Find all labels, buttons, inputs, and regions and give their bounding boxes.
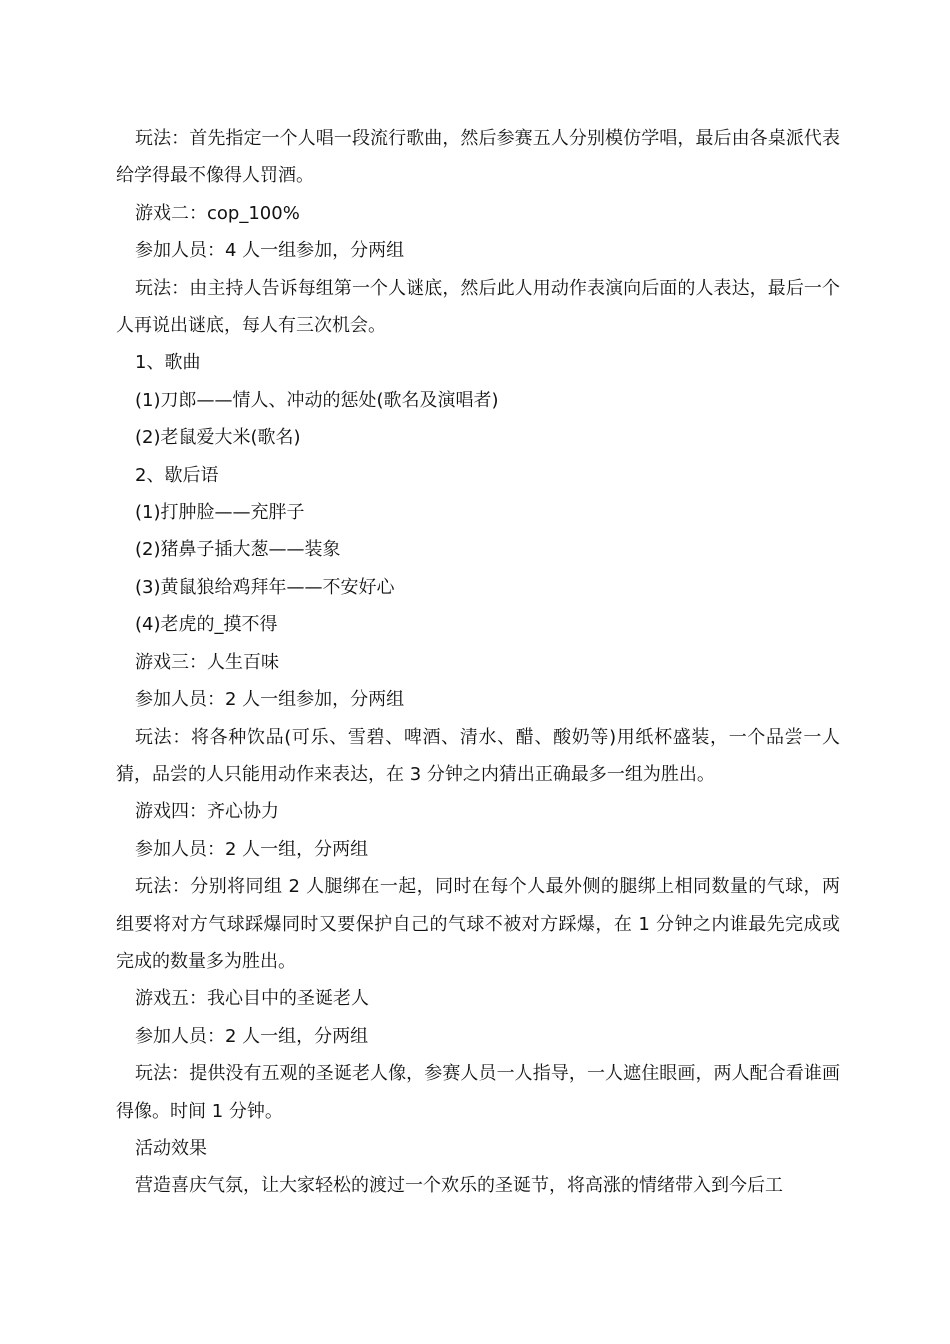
list-item-song-1: (1)刀郎——情人、冲动的惩处(歌名及演唱者) — [135, 389, 499, 411]
list-heading-songs: 1、歌曲 — [135, 352, 201, 374]
document-body — [116, 120, 840, 1205]
paragraph-game2-rules: 玩法：由主持人告诉每组第一个人谜底，然后此人用动作表演向后面的人表达，最后一个人再说出谜底，每人有三次机会。 — [116, 277, 840, 337]
paragraph-game1-rules: 玩法：首先指定一个人唱一段流行歌曲，然后参赛五人分别模仿学唱，最后由各桌派代表给学得最不像得人罚酒。 — [116, 128, 840, 187]
paragraph-game4-participants: 参加人员：2 人一组，分两组 — [135, 838, 369, 860]
list-heading-xiehouyu: 2、歇后语 — [135, 464, 219, 486]
paragraph-game3-participants: 参加人员：2 人一组参加，分两组 — [135, 689, 405, 711]
heading-game4: 游戏四：齐心协力 — [135, 801, 279, 823]
paragraph-game4-rules: 玩法：分别将同组 2 人腿绑在一起，同时在每个人最外侧的腿绑上相同数量的气球，两组要将对方气球踩爆同时又要保护自己的气球不被对方踩爆，在 1 分钟之内谁最先完成或完成的数量多为胜出。 — [116, 876, 840, 972]
list-item-xiehouyu-2: (2)猪鼻子插大葱——装象 — [135, 539, 341, 561]
heading-game3: 游戏三：人生百味 — [135, 651, 279, 673]
paragraph-game5-rules: 玩法：提供没有五观的圣诞老人像，参赛人员一人指导，一人遮住眼画，两人配合看谁画得像。时间 1 分钟。 — [116, 1063, 840, 1122]
paragraph-game3-rules: 玩法：将各种饮品(可乐、雪碧、啤酒、清水、醋、酸奶等)用纸杯盛装，一个品尝一人猜，品尝的人只能用动作来表达，在 3 分钟之内猜出正确最多一组为胜出。 — [116, 726, 840, 785]
paragraph-game2-participants: 参加人员：4 人一组参加，分两组 — [135, 240, 405, 262]
paragraph-activity-effect: 营造喜庆气氛，让大家轻松的渡过一个欢乐的圣诞节，将高涨的情绪带入到今后工 — [135, 1175, 783, 1197]
list-item-song-2: (2)老鼠爱大米(歌名) — [135, 427, 301, 449]
list-item-xiehouyu-1: (1)打肿脸——充胖子 — [135, 502, 305, 524]
heading-game2: 游戏二：cop_100% — [135, 202, 300, 224]
list-item-xiehouyu-4: (4)老虎的_摸不得 — [135, 614, 278, 636]
list-item-xiehouyu-3: (3)黄鼠狼给鸡拜年——不安好心 — [135, 576, 395, 598]
heading-activity-effect: 活动效果 — [135, 1137, 207, 1159]
heading-game5: 游戏五：我心目中的圣诞老人 — [135, 988, 369, 1010]
paragraph-game5-participants: 参加人员：2 人一组，分两组 — [135, 1025, 369, 1047]
